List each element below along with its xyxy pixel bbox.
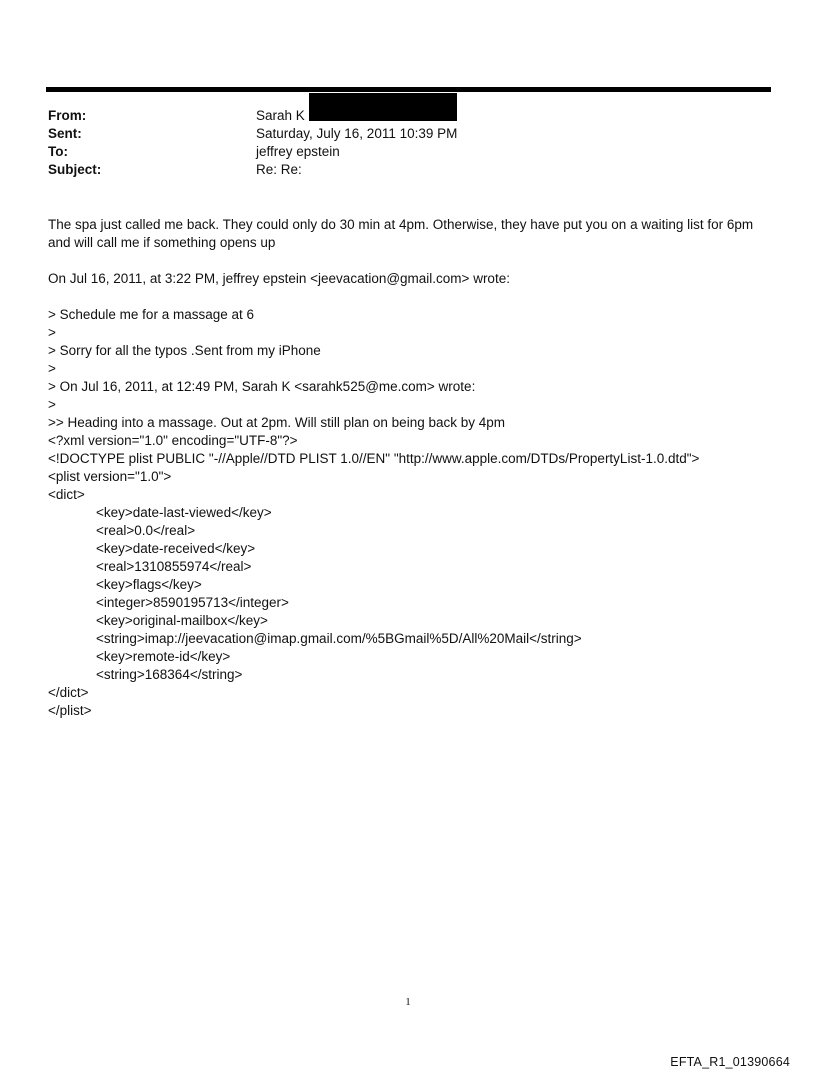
- plist-entry: <real>1310855974</real>: [96, 559, 252, 574]
- quoted-line: > Schedule me for a massage at 6: [48, 307, 254, 322]
- sent-row: [48, 125, 748, 143]
- plist-line: <plist version="1.0">: [48, 469, 172, 484]
- plist-entry: <key>date-received</key>: [96, 541, 256, 556]
- document-id: EFTA_R1_01390664: [670, 1055, 790, 1069]
- from-value: Sarah K: [256, 108, 305, 123]
- subject-row: [48, 161, 748, 179]
- plist-line: </dict>: [48, 685, 89, 700]
- plist-entry: <key>original-mailbox</key>: [96, 613, 268, 628]
- plist-entry: <string>168364</string>: [96, 667, 243, 682]
- plist-block: [48, 432, 768, 720]
- email-body: [48, 216, 768, 720]
- quoted-line: >> Heading into a massage. Out at 2pm. Will still plan on being back by 4pm: [48, 415, 505, 430]
- to-value: jeffrey epstein: [256, 144, 340, 159]
- plist-line: <!DOCTYPE plist PUBLIC "-//Apple//DTD PLIST 1.0//EN" "http://www.apple.com/DTDs/PropertyList-1.0.dtd">: [48, 451, 700, 466]
- quoted-line: >: [48, 397, 56, 412]
- plist-entry: <key>flags</key>: [96, 577, 202, 592]
- subject-label: Subject:: [48, 162, 102, 177]
- quoted-line: >: [48, 361, 56, 376]
- body-paragraph-attribution: On Jul 16, 2011, at 3:22 PM, jeffrey epstein <jeevacation@gmail.com> wrote:: [48, 271, 510, 286]
- plist-entry: <key>date-last-viewed</key>: [96, 505, 272, 520]
- sent-value: Saturday, July 16, 2011 10:39 PM: [256, 126, 458, 141]
- from-value-container: [256, 107, 748, 125]
- plist-entry: <real>0.0</real>: [96, 523, 196, 538]
- quoted-line: > On Jul 16, 2011, at 12:49 PM, Sarah K <sarahk525@me.com> wrote:: [48, 379, 476, 394]
- plist-entry: <integer>8590195713</integer>: [96, 595, 289, 610]
- sent-label: Sent:: [48, 126, 82, 141]
- body-paragraph-reply: The spa just called me back. They could only do 30 min at 4pm. Otherwise, they have put you on a waiting list for 6pm and will call me if something opens up: [48, 217, 754, 250]
- header-rule: [46, 87, 771, 92]
- quoted-thread: [48, 306, 768, 432]
- from-label: From:: [48, 108, 87, 123]
- plist-line: <?xml version="1.0" encoding="UTF-8"?>: [48, 433, 298, 448]
- plist-line: <dict>: [48, 487, 85, 502]
- to-row: [48, 143, 748, 161]
- to-label: To:: [48, 144, 68, 159]
- redaction-block: [309, 93, 457, 121]
- email-header: [48, 107, 748, 179]
- page-number: 1: [405, 996, 411, 1008]
- from-row: [48, 107, 748, 125]
- plist-entry: <string>imap://jeevacation@imap.gmail.com/%5BGmail%5D/All%20Mail</string>: [96, 631, 582, 646]
- plist-line: </plist>: [48, 703, 92, 718]
- quoted-line: >: [48, 325, 56, 340]
- plist-entry: <key>remote-id</key>: [96, 649, 231, 664]
- subject-value: Re: Re:: [256, 162, 302, 177]
- quoted-line: > Sorry for all the typos .Sent from my iPhone: [48, 343, 321, 358]
